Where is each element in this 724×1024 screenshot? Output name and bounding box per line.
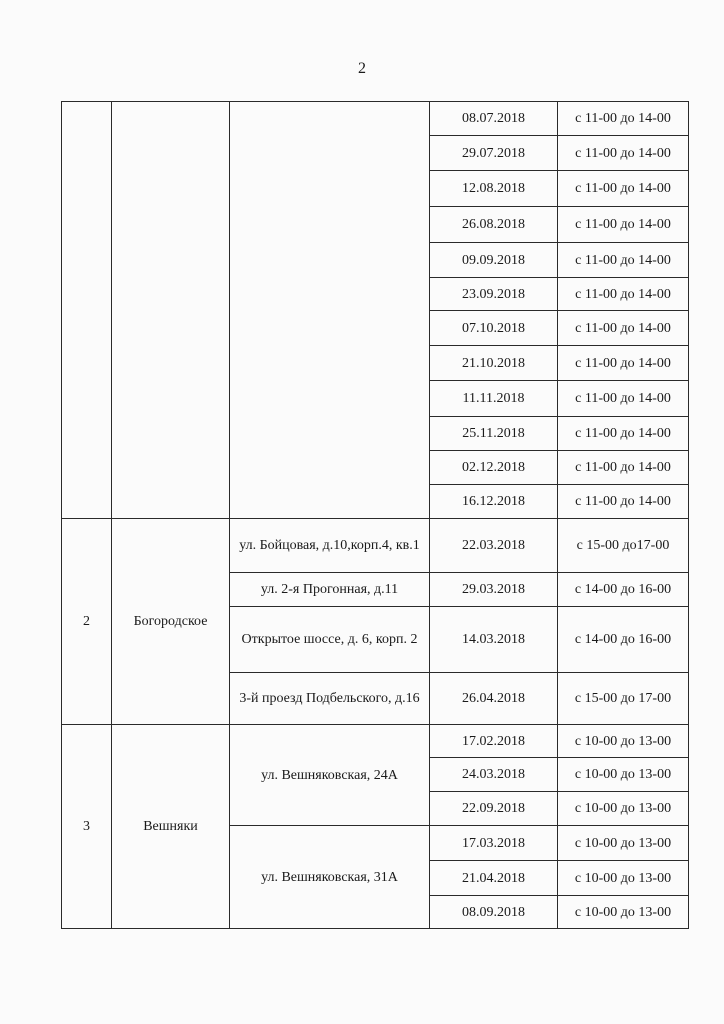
date-cell: 29.07.2018: [430, 136, 558, 171]
date-cell: 17.03.2018: [430, 826, 558, 861]
schedule-table: [61, 101, 689, 929]
date-cell: 26.08.2018: [430, 207, 558, 243]
time-cell: с 10-00 до 13-00: [558, 896, 689, 929]
time-cell: с 11-00 до 14-00: [558, 311, 689, 346]
time-cell: с 15-00 до 17-00: [558, 673, 689, 725]
date-cell: 02.12.2018: [430, 451, 558, 485]
address-cell: ул. 2-я Прогонная, д.11: [230, 573, 430, 607]
district-number-cell: 3: [62, 725, 112, 929]
date-cell: 17.02.2018: [430, 725, 558, 758]
date-cell: 24.03.2018: [430, 758, 558, 792]
time-cell: с 14-00 до 16-00: [558, 573, 689, 607]
time-cell: с 11-00 до 14-00: [558, 278, 689, 311]
address-cell: ул. Бойцовая, д.10,корп.4, кв.1: [230, 519, 430, 573]
time-cell: с 11-00 до 14-00: [558, 485, 689, 519]
address-cell: Открытое шоссе, д. 6, корп. 2: [230, 607, 430, 673]
district-number-cell: 2: [62, 519, 112, 725]
time-cell: с 11-00 до 14-00: [558, 171, 689, 207]
date-cell: 11.11.2018: [430, 381, 558, 417]
number-cell: [62, 102, 112, 519]
time-cell: с 11-00 до 14-00: [558, 136, 689, 171]
table-row: [62, 102, 689, 136]
date-cell: 22.03.2018: [430, 519, 558, 573]
date-cell: 23.09.2018: [430, 278, 558, 311]
date-cell: 29.03.2018: [430, 573, 558, 607]
page-number: 2: [358, 60, 366, 77]
district-name-cell: Богородское: [112, 519, 230, 725]
time-cell: с 14-00 до 16-00: [558, 607, 689, 673]
district-cell: [112, 102, 230, 519]
date-cell: 08.09.2018: [430, 896, 558, 929]
table-row: [62, 519, 689, 573]
date-cell: 12.08.2018: [430, 171, 558, 207]
address-cell: ул. Вешняковская, 24А: [230, 725, 430, 826]
date-cell: 26.04.2018: [430, 673, 558, 725]
address-cell: ул. Вешняковская, 31А: [230, 826, 430, 929]
time-cell: с 11-00 до 14-00: [558, 243, 689, 278]
schedule-body: [62, 102, 689, 929]
date-cell: 21.04.2018: [430, 861, 558, 896]
time-cell: с 10-00 до 13-00: [558, 861, 689, 896]
time-cell: с 10-00 до 13-00: [558, 758, 689, 792]
time-cell: с 11-00 до 14-00: [558, 451, 689, 485]
district-name-cell: Вешняки: [112, 725, 230, 929]
date-cell: 14.03.2018: [430, 607, 558, 673]
date-cell: 07.10.2018: [430, 311, 558, 346]
date-cell: 08.07.2018: [430, 102, 558, 136]
time-cell: с 11-00 до 14-00: [558, 381, 689, 417]
time-cell: с 10-00 до 13-00: [558, 792, 689, 826]
date-cell: 21.10.2018: [430, 346, 558, 381]
time-cell: с 11-00 до 14-00: [558, 102, 689, 136]
address-cell: [230, 102, 430, 519]
time-cell: с 11-00 до 14-00: [558, 346, 689, 381]
date-cell: 16.12.2018: [430, 485, 558, 519]
time-cell: с 10-00 до 13-00: [558, 826, 689, 861]
date-cell: 09.09.2018: [430, 243, 558, 278]
time-cell: с 11-00 до 14-00: [558, 417, 689, 451]
date-cell: 25.11.2018: [430, 417, 558, 451]
time-cell: с 11-00 до 14-00: [558, 207, 689, 243]
time-cell: с 10-00 до 13-00: [558, 725, 689, 758]
time-cell: с 15-00 до17-00: [558, 519, 689, 573]
table-row: [62, 725, 689, 758]
date-cell: 22.09.2018: [430, 792, 558, 826]
address-cell: 3-й проезд Подбельского, д.16: [230, 673, 430, 725]
